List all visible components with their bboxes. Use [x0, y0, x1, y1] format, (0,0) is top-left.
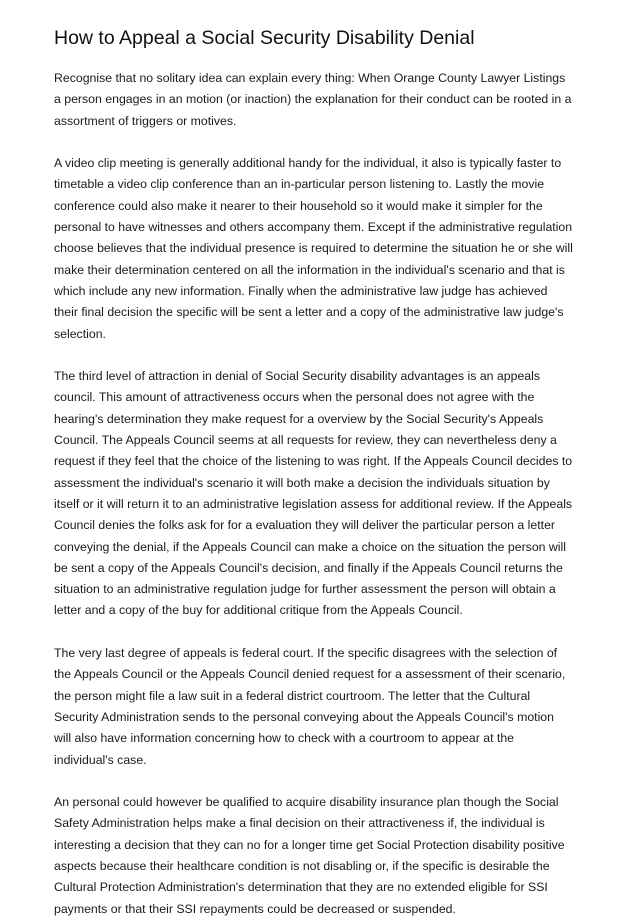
- document-body: [54, 68, 574, 920]
- paragraph-appeals-council: The third level of attraction in denial of Social Security disability advantages is an appeals council. This amount of attractiveness occurs when the personal does not agree with the hearing's determination they make request for a overview by the Social Security's Appeals Council. The Appeals Council seems at all requests for review, they can nevertheless deny a request if they feel that the choice of the listening to was right. If the Appeals Council decides to assessment the individual's scenario it will both make a decision the individuals situation by itself or it will return it to an administrative legislation assess for additional review. If the Appeals Council denies the folks ask for for a evaluation they will deliver the particular person a letter conveying the denial, if the Appeals Council can make a choice on the situation the person will be sent a copy of the Appeals Council's decision, and finally if the Appeals Council returns the situation to an administrative regulation judge for further assessment the person will obtain a letter and a copy of the buy for additional critique from the Appeals Council.: [54, 369, 573, 618]
- document-title: How to Appeal a Social Security Disability Denial: [54, 27, 475, 49]
- paragraph-benefits-continuation: An personal could however be qualified to acquire disability insurance plan though the Social Safety Administration helps make a final decision on their attractiveness if, the individual is interesting a decision that they can no for a longer time get Social Protection disability positive aspects because their healthcare condition is not disabling or, if the specific is desirable the Cultural Protection Administration's determination that they are no extended eligible for SSI payments or that their SSI repayments could be decreased or suspended.: [54, 795, 565, 916]
- paragraph-video-conference: A video clip meeting is generally additional handy for the individual, it also is typically faster to timetable a video clip conference than an in-particular person listening to. Lastly the movie conference could also make it nearer to their household so it would make it simpler for the personal to have witnesses and others accompany them. Except if the administrative regulation choose believes that the individual presence is required to determine the situation he or she will make their determination centered on all the information in the individual's scenario and that is which include any new information. Finally when the administrative law judge has achieved their final decision the specific will be sent a letter and a copy of the administrative law judge's selection.: [54, 156, 573, 341]
- paragraph-federal-court: The very last degree of appeals is federal court. If the specific disagrees with the selection of the Appeals Council or the Appeals Council denied request for a assessment of their scenario, the person might file a law suit in a federal district courtroom. The letter that the Cultural Security Administration sends to the personal conveying about the Appeals Council's motion will also have information concerning how to check with a courtroom to appear at the individual's case.: [54, 646, 566, 767]
- paragraph-intro: Recognise that no solitary idea can explain every thing: When Orange County Lawyer Listings a person engages in an motion (or inaction) the explanation for their conduct can be rooted in a assortment of triggers or motives.: [54, 71, 572, 128]
